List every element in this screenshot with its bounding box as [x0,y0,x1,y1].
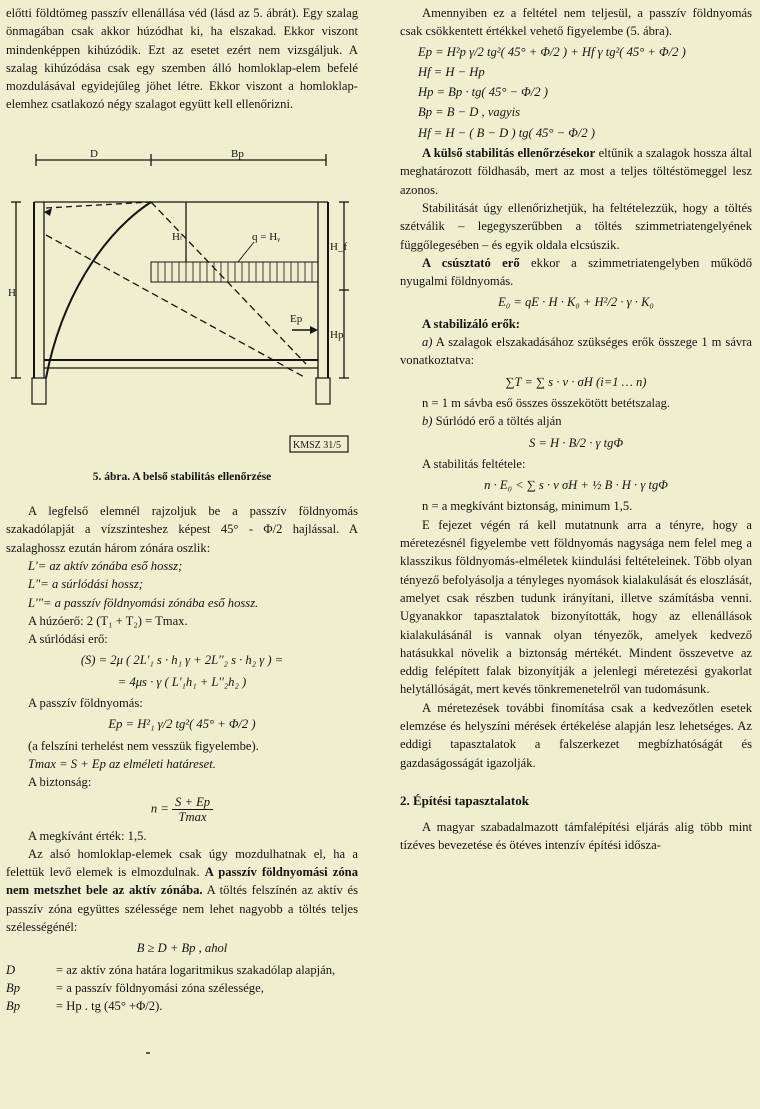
label-ep: Ep [290,312,303,325]
figure-caption: 5. ábra. A belső stabilitás ellenőrzése [92,470,272,483]
paragraph-external-stability: A külső stabilitás ellenőrzésekor eltűnik a szalagok hossza által meghatározott földhasáb, mert az most a teljes töltéstömeggel lesz azonos. [400,146,752,197]
equation-s: S = H · B/2 · γ tgΦ [528,435,624,450]
stabilizing-forces-heading: A stabilizáló erők: [422,316,520,331]
label-d: D [90,149,98,160]
tension-force: A húzóerő: 2 (T₁ + T₂) = Tmax. [28,613,188,628]
equation-bp: Bp = B − D , vagyis [418,105,520,120]
equation-ep-reduced: Ep = H²p γ/2 tg²( 45° + Φ/2 ) + Hf γ tg²( 45° + Φ/2 ) [418,44,686,59]
equation-sum-t: ∑T = ∑ s · ν · σH (i=1 … n) [505,374,647,389]
safety-label: A biztonság: [28,775,92,790]
equation-friction-1: (S) = 2μ ( 2L'₁ s · h₁ γ + 2L''₂ s · h₂ γ ) = [80,653,284,668]
paragraph-refinement: A méretezések további finomítása csak a kedvezőtlen esetek elemzése és helyszíni mérések értékelése alapján lesz lehetséges. Az eddigi tapasztalatok a falszerkezet megbízhatóságát és gazdaságosságát igazolják. [400,700,752,770]
definition-bp: Bp = a passzív földnyomási zóna szélessége, [6,980,264,995]
safety-minimum: n = a megkívánt biztonság, minimum 1,5. [422,499,633,514]
friction-force-label: A súrlódási erő: [28,632,108,647]
equation-hf-2: Hf = H − ( B − D ) tg( 45° − Φ/2 ) [418,125,595,140]
right-column [400,4,752,855]
definition-bp-2: Bp = Hp . tg (45° +Φ/2). [6,999,163,1014]
limit-state: Tmax = S + Ep az elméleti határeset. [28,756,216,771]
passive-pressure-label: A passzív földnyomás: [28,696,143,711]
section-heading: 2. Építési tapasztalatok [400,792,529,808]
paragraph-stability-check: Stabilitását úgy ellenőrizhetjük, ha feltételezzük, hogy a töltés szétválik – legegyszerűbben a töltés szimmetriatengelyének függőlegesében – és egyik oldala elcsúszik. [400,200,752,252]
left-column [6,4,358,1016]
label-hl: Hₗ [172,230,182,243]
paragraph-sliding-force: A csúsztató erő ekkor a szimmetriatengelyben működő nyugalmi földnyomás. [400,255,753,289]
paragraph-condition: Amennyiben ez a feltétel nem teljesül, a passzív földnyomás csak csökkentett értékkel vehető figyelembe (5. ábra). [400,6,752,39]
safety-fraction [172,795,213,824]
safety-numerator: S + Ep [172,795,213,810]
internal-stability-diagram [6,150,358,480]
list-item-l1: L'= az aktív zónába eső hossz; [28,558,183,573]
figure-5 [6,150,358,480]
label-q: q = Hᵧ [252,230,281,243]
label-hf: H_f [330,240,348,253]
strip-count-note: n = 1 m sávba eső összes összekötött betétszalag. [422,395,671,410]
paragraph-intro: előtti földtömeg passzív ellenállása véd (lásd az 5. ábrát). Egy szalag önmagában csak akkor húzódhat ki, ha elszakad. Ekkor viszont mindenképpen kihúzódik. Ezt az esetet ezért nem vizsgáljuk. A szalag kihúzódása csak egy szemben álló homloklap-elem befelé mozdulásával egyidejűleg jöhet létre. Ekkor viszont a homloklap-elemhez csatlakozó négy szalagot együtt kell ellenőrizni. [6,6,358,112]
paragraph-lower-elements: Az alsó homloklap-elemek csak úgy mozdulhatnak el, ha a felettük levő elemek is elmozdulnak. A passzív földnyomási zóna nem metszhet bele az aktív zónába. A töltés felszínén az aktív és passzív zóna együttes szélessége nem lehet nagyobb a töltés teljes szélességénél: [6,846,358,935]
equation-stability: n · E₀ < ∑ s · ν σH + ½ B · H · γ tgΦ [484,478,668,493]
safety-denominator: Tmax [178,809,207,824]
equation-hp: Hp = Bp · tg( 45° − Φ/2 ) [418,85,548,100]
list-item-l2: L"= a súrlódási hossz; [28,577,143,592]
list-item-l3: L'"= a passzív földnyomási zónába eső hossz. [28,595,259,610]
equation-friction-2: = 4μs · γ ( L'₁h₁ + L''₂h₂ ) [117,674,247,689]
equation-safety [6,795,358,824]
equation-e0: E₀ = qE · H · K₀ + H²/2 · γ · K₀ [498,295,654,310]
label-hp: Hp [330,328,344,341]
label-h: H [8,286,16,299]
label-bp: Bp [231,149,244,160]
definition-d: D = az aktív zóna határa logaritmikus szakadólap alapján, [6,962,336,977]
equation-safety-lhs: n = [150,800,169,815]
paragraph-conclusion: E fejezet végén rá kell mutatnunk arra a tényre, hogy a méretezésnél figyelembe vett földnyomás nagysága nem felel meg a klasszikus földnyomás-elméletek kiindulási feltételeinek. Több olyan tényező befolyásolja a tényleges nyomások kialakulását és eloszlását, amelyet csak részben tudunk irányítani, illetve számításba venni. Ugyanakkor tapasztalatok bizonyították, hogy az ellenállások kialakulásánál is vannak olyan tényezők, amelyek kedvező hatásukkal növelik a biztonság mértékét. Mindent összevetve az eddig felépített falak bizonyítják a jelenlegi méretezési gyakorlat helytállóságát, mert kevés tönkremenetelről van tudomásunk. [400,517,752,697]
figure-stamp: KMSZ 31/5 [293,439,342,451]
paragraph-base-friction: b) Súrlódó erő a töltés alján [422,414,562,429]
stability-condition-label: A stabilitás feltétele: [422,456,526,471]
page-mark [146,1052,150,1054]
paragraph-zones: A legfelső elemnél rajzoljuk be a passzív földnyomás szakadólapját a vízszinteshez képest 45° - Φ/2 hajlással. A szalaghossz ezután három zónára oszlik: [6,504,358,555]
equation-width: B ≥ D + Bp , ahol [136,941,228,956]
paragraph-experience: A magyar szabadalmazott támfalépítési eljárás alig több mint tízéves bevezetése és ötéves intenzív építési idősza- [400,820,752,853]
surcharge-note: (a felszíni terhelést nem vesszük figyelembe). [28,738,259,753]
equation-hf: Hf = H − Hp [418,64,485,79]
equation-ep: Ep = H²₁ γ/2 tg²( 45° + Φ/2 ) [108,717,256,732]
required-value: A megkívánt érték: 1,5. [28,828,147,843]
paragraph-strip-forces: a) A szalagok elszakadásához szükséges erők összege 1 m sávra vonatkoztatva: [400,335,752,368]
